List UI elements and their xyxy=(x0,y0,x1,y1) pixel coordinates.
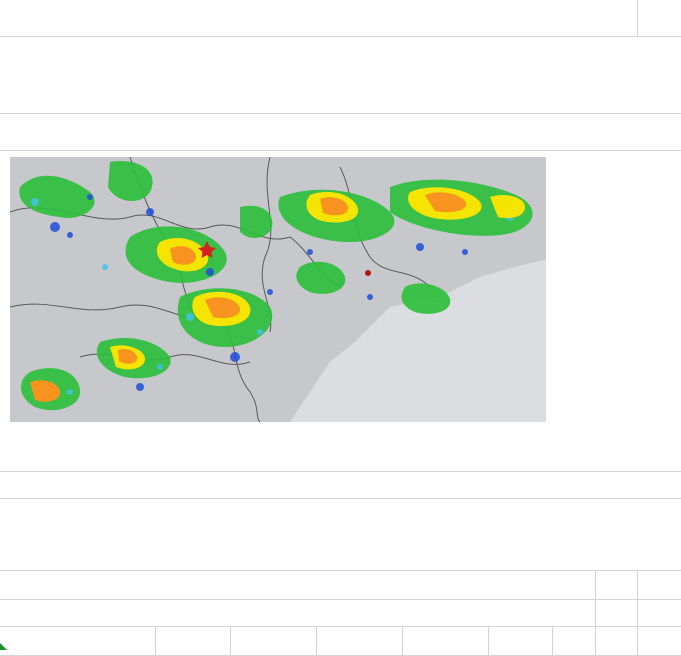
grid-line xyxy=(595,570,596,656)
grid-line xyxy=(637,570,638,656)
grid-line xyxy=(0,471,681,472)
grid-line xyxy=(0,599,681,600)
cell-marker-icon xyxy=(0,643,7,650)
grid-line xyxy=(230,626,231,656)
grid-line xyxy=(488,626,489,656)
radar-image xyxy=(10,157,576,422)
grid-line xyxy=(0,36,681,37)
city-marker xyxy=(365,270,371,276)
grid-line xyxy=(552,626,553,656)
grid-line xyxy=(155,626,156,656)
grid-line xyxy=(0,150,681,151)
grid-line xyxy=(0,626,681,627)
radar-map xyxy=(10,157,576,422)
grid-line xyxy=(402,626,403,656)
grid-line xyxy=(316,626,317,656)
grid-line xyxy=(0,113,681,114)
grid-line xyxy=(0,498,681,499)
grid-line xyxy=(637,0,638,36)
legend-panel xyxy=(546,157,576,422)
grid-line xyxy=(0,570,681,571)
